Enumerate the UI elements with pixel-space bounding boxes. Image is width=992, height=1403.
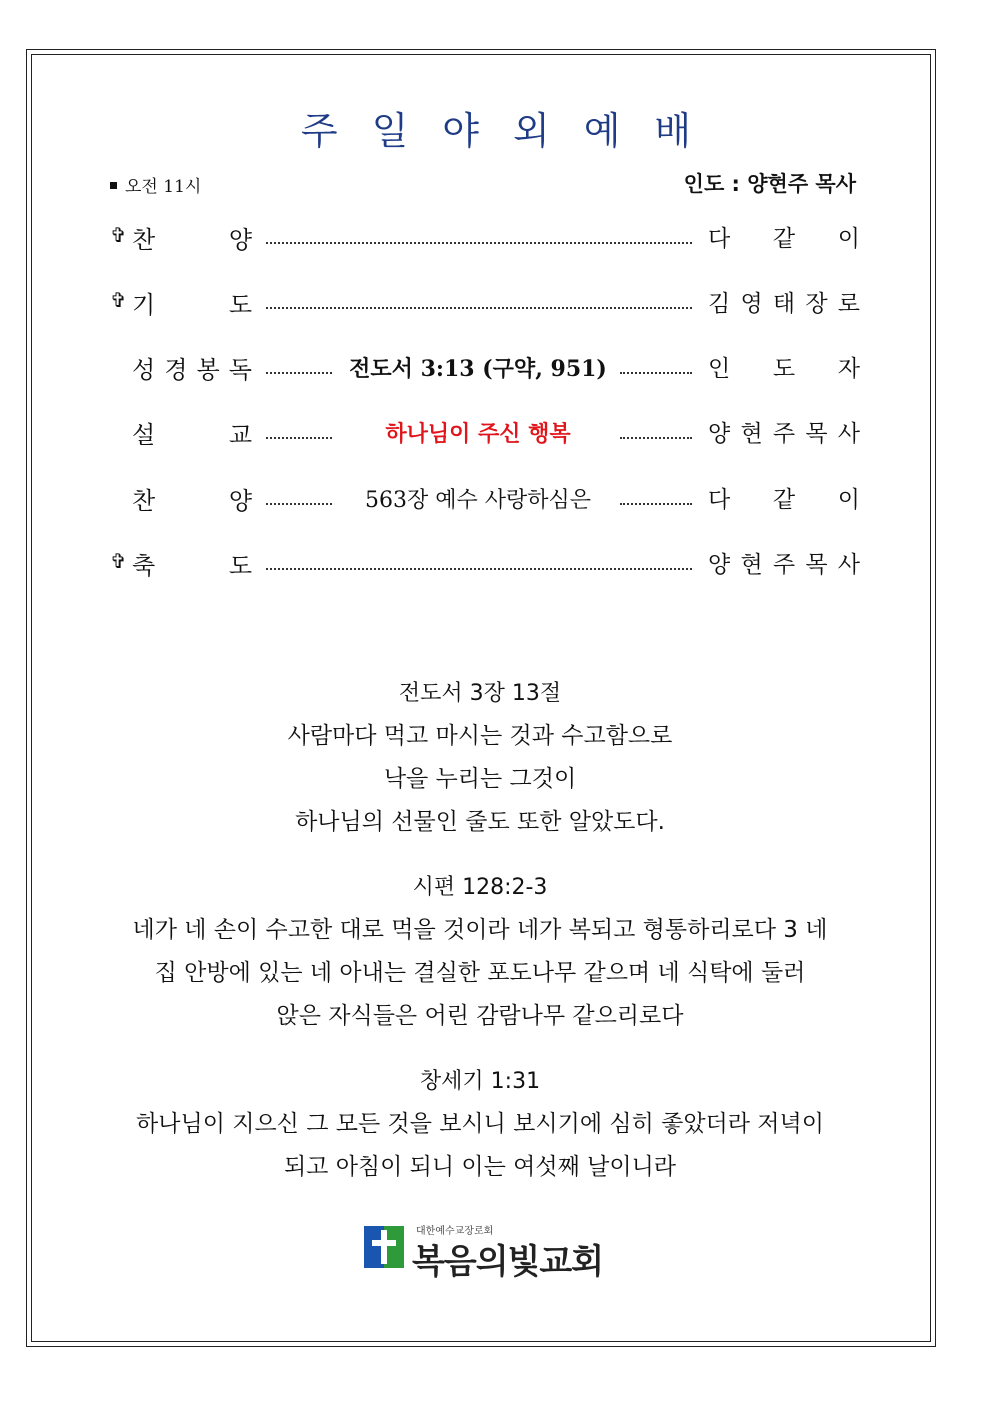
person-char: 김 [708,291,731,317]
service-leader: 인도 : 양현주 목사 [683,172,856,196]
label-char: 축 [132,552,156,580]
label-char: 도 [228,552,252,580]
person-char: 현 [740,552,763,578]
person-char: 현 [740,421,763,447]
person-char: 로 [837,291,860,317]
dot-leader [266,437,332,439]
verse-line: 하나님이 지으신 그 모든 것을 보시니 보시기에 심히 좋았더라 저녁이 [136,1111,824,1137]
dot-leader [266,503,332,505]
service-row [108,481,860,515]
scripture-section [80,672,880,1211]
dot-leader [266,372,332,374]
verse-block [80,866,880,1038]
service-row [108,546,860,580]
service-item-person [708,350,860,383]
service-item-label [132,481,252,516]
verse-line: 되고 아침이 되니 이는 여섯째 날이니라 [283,1154,677,1180]
cross-icon: ✞ [110,223,127,247]
service-item-detail: 하나님이 주신 행복 [385,422,571,447]
verse-block [80,672,880,844]
verse-line: 하나님의 선물인 줄도 또한 알았도다. [295,809,665,835]
service-row [108,220,860,254]
service-item-person [708,220,860,253]
dot-leader [620,437,692,439]
person-char: 사 [837,552,860,578]
service-row [108,350,860,384]
church-name: 복음의빛교회 [412,1242,604,1282]
person-char: 목 [805,421,828,447]
person-char: 다 [708,487,731,513]
person-char: 인 [708,356,731,382]
label-char: 교 [228,421,252,449]
label-char: 도 [228,291,252,319]
cross-icon: ✞ [110,288,127,312]
bullet-square-icon [110,182,117,189]
person-char: 양 [708,421,731,447]
person-char: 태 [772,291,796,317]
person-char: 자 [837,356,860,382]
label-char: 기 [132,291,156,319]
service-item-label [132,415,252,450]
service-item-person [708,481,860,514]
person-char: 사 [837,421,860,447]
person-char: 이 [837,487,860,513]
dot-leader [620,503,692,505]
verse-line: 낙을 누리는 그것이 [383,766,577,792]
page-title: 주일야외예배 [300,109,726,153]
person-char: 같 [772,226,796,252]
person-char: 주 [772,552,796,578]
verse-reference: 시편 128:2-3 [412,875,548,900]
label-char: 설 [132,421,156,449]
service-time-text: 오전 11시 [125,177,202,197]
service-time [110,172,201,197]
church-logo [364,1222,624,1282]
dot-leader [266,307,692,309]
verse-line: 네가 네 손이 수고한 대로 먹을 것이라 네가 복되고 형통하리로다 3 네 [132,917,828,943]
service-row [108,415,860,449]
service-item-label [132,285,252,320]
verse-line: 사람마다 먹고 마시는 것과 수고함으로 [287,723,673,749]
label-char: 경 [164,356,188,384]
label-char: 성 [132,356,156,384]
label-char: 봉 [196,356,220,384]
service-item-person [708,285,860,318]
service-item-label [132,220,252,255]
dot-leader [620,372,692,374]
verse-reference: 전도서 3장 13절 [398,681,562,706]
label-char: 독 [228,356,252,384]
person-char: 영 [740,291,763,317]
verse-line: 집 안방에 있는 네 아내는 결실한 포도나무 같으며 네 식탁에 둘러 [154,960,806,986]
verse-reference: 창세기 1:31 [419,1069,541,1094]
service-item-label [132,546,252,581]
person-char: 장 [805,291,828,317]
denomination-text: 대한예수교장로회 [416,1226,494,1237]
dot-leader [266,568,692,570]
service-item-label [132,350,252,385]
person-char: 도 [772,356,796,382]
cross-icon: ✞ [110,549,127,573]
service-item-detail: 전도서 3:13 (구약, 951) [349,356,607,382]
label-char: 양 [228,487,252,515]
person-char: 다 [708,226,731,252]
service-item-detail: 563장 예수 사랑하심은 [365,488,591,513]
verse-line: 앉은 자식들은 어린 감람나무 같으리로다 [276,1003,684,1029]
verse-block [80,1060,880,1189]
dot-leader [266,242,692,244]
person-char: 주 [772,421,796,447]
person-char: 목 [805,552,828,578]
service-item-person [708,546,860,579]
person-char: 이 [837,226,860,252]
service-item-person [708,415,860,448]
label-char: 양 [228,226,252,254]
label-char: 찬 [132,226,156,254]
church-cross-logo-icon [364,1226,404,1268]
service-row [108,285,860,319]
person-char: 같 [772,487,796,513]
person-char: 양 [708,552,731,578]
label-char: 찬 [132,487,156,515]
